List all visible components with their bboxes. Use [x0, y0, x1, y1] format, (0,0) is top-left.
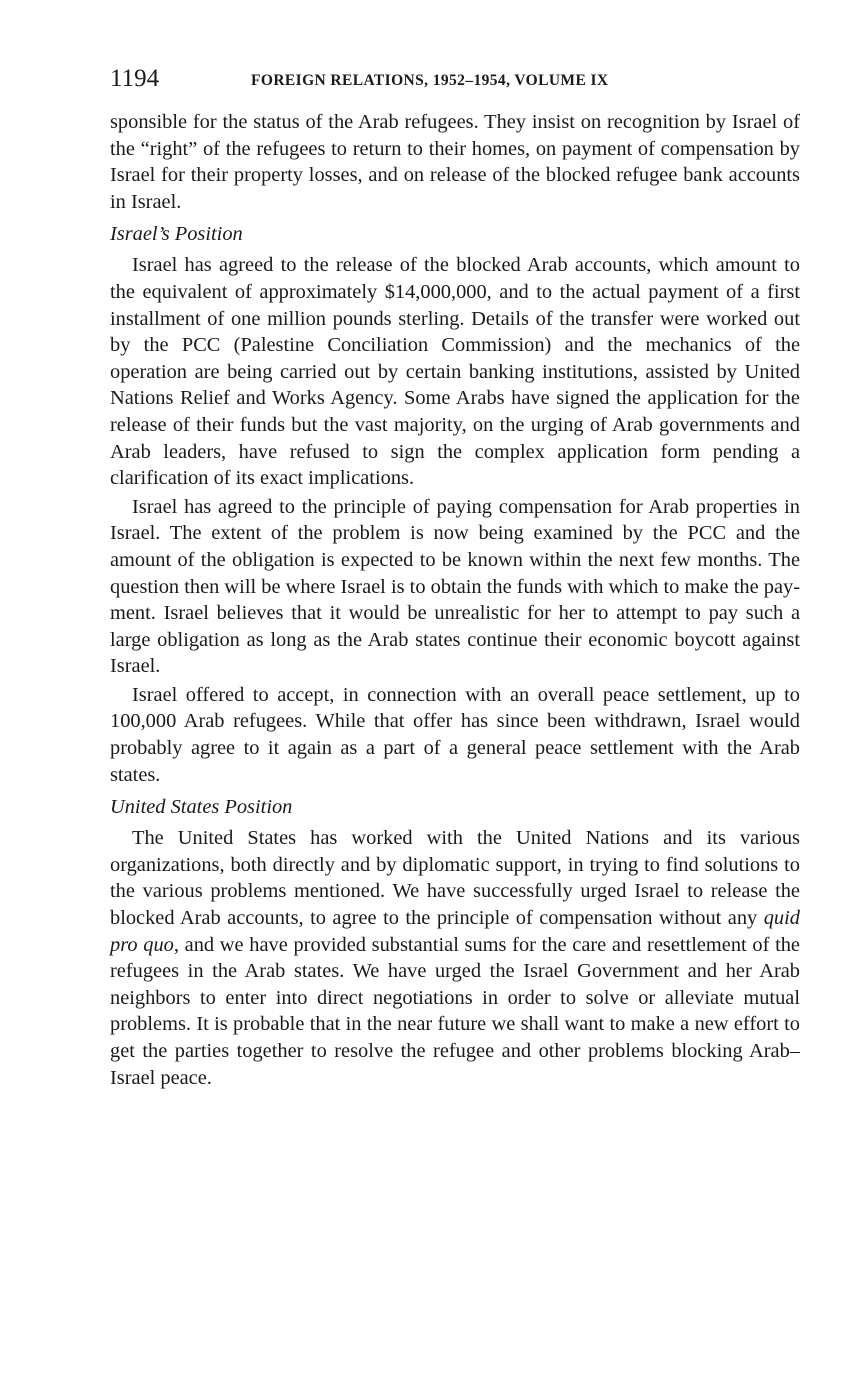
- heading-united-states-position: United States Position: [110, 796, 293, 819]
- heading-israel-position: Israel’s Position: [110, 223, 243, 246]
- document-page: [110, 62, 800, 1091]
- us-text-part-1: The United States has worked with the United Nations and its various organizations, both directly and by diplomatic support, in trying to find solutions to the various problems mentioned. We have successfully urged Israel to release the blocked Arab accounts, to agree to the principle of compensation without any: [110, 827, 800, 930]
- us-text-latin-phrase: quid pro quo,: [110, 907, 800, 956]
- paragraph-united-states: [110, 825, 800, 1091]
- us-text-part-2: and we have provided substantial sums for the care and resettlement of the refugees in the Arab states. We have urged the Israel Government and her Arab neighbors to enter into direct negotiations in order to solve or alleviate mutual problems. It is probable that in the near future we shall want to make a new effort to get the parties together to resolve the refugee and other problems blocking Arab–Israel peace.: [110, 933, 800, 1089]
- paragraph-israel-accounts: Israel has agreed to the release of the blocked Arab accounts, which amount to the equivalent of approximately $14,000,000, and to the actual payment of a first installment of one million pounds sterling. Details of the transfer were worked out by the PCC (Palestine Conciliation Commission) and the mechanics of the operation are being carried out by certain banking institutions, assisted by United Nations Relief and Works Agency. Some Arabs have signed the application for the release of their funds but the vast majority, on the urging of Arab governments and Arab leaders, have refused to sign the complex application form pending a clarification of its exact implications.: [110, 254, 800, 490]
- running-header-title: FOREIGN RELATIONS, 1952–1954, VOLUME IX: [251, 72, 609, 89]
- page-number: 1194: [110, 65, 160, 92]
- running-header: [110, 62, 800, 102]
- paragraph-israel-compensation: Israel has agreed to the principle of paying compensation for Arab properties in Israel. The extent of the problem is now being examined by the PCC and the amount of the obligation is expected to be known within the next few months. The question then will be where Israel is to obtain the funds with which to make the payment. Israel believes that it would be unrealistic for her to attempt to pay such a large obligation as long as the Arab states continue their economic boycott against Israel.: [110, 495, 800, 678]
- paragraph-intro: sponsible for the status of the Arab refugees. They insist on recognition by Israel of the “right” of the refugees to return to their homes, on payment of compensation by Israel for their property losses, and on release of the blocked refugee bank accounts in Israel.: [110, 111, 800, 213]
- paragraph-israel-refugees-offer: Israel offered to accept, in connection with an overall peace settlement, up to 100,000 Arab refugees. While that offer has since been withdrawn, Israel would probably agree to it again as a part of a general peace settlement with the Arab states.: [110, 683, 800, 786]
